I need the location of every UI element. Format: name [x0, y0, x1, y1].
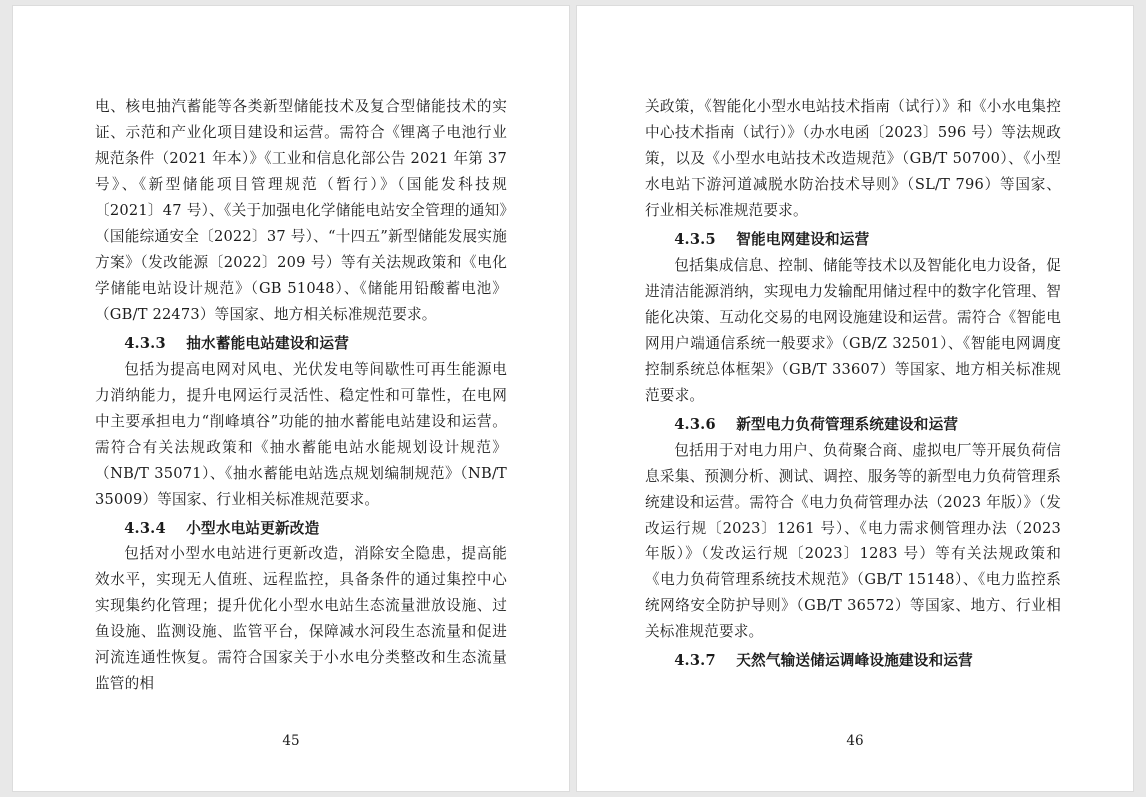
section-heading	[645, 648, 1061, 674]
section-title: 天然气输送储运调峰设施建设和运营	[736, 652, 973, 670]
section-number: 4.3.5	[674, 230, 716, 248]
page-right-body	[645, 94, 1061, 717]
section-title: 新型电力负荷管理系统建设和运营	[736, 415, 959, 433]
paragraph: 包括集成信息、控制、储能等技术以及智能化电力设备，促进清洁能源消纳，实现电力发输配用储过程中的数字化管理、智能化决策、互动化交易的电网设施建设和运营。需符合《智能电网用户端通信系统一般要求》（GB/Z 32501）、《智能电网调度控制系统总体框架》（GB/T 33607）等国家、地方相关标准规范要求。	[645, 256, 1061, 404]
paragraph: 电、核电抽汽蓄能等各类新型储能技术及复合型储能技术的实证、示范和产业化项目建设和运营。需符合《锂离子电池行业规范条件（2021 年本）》《工业和信息化部公告 2021 年第 37 号》、《新型储能项目管理规范（暂行）》（国能发科技规〔2021〕47 号）、《关于加强电化学储能电站安全管理的通知》（国能综通安全〔2022〕37 号）、“十四五”新型储能发展实施方案》（发改能源〔2022〕209 号）等有关法规政策和《电化学储能电站设计规范》（GB 51048）、《储能用铅酸蓄电池》（GB/T 22473）等国家、地方相关标准规范要求。	[95, 98, 507, 323]
section-heading	[645, 412, 1061, 438]
section-heading	[645, 227, 1061, 253]
section-title: 小型水电站更新改造	[186, 519, 320, 537]
section-number: 4.3.7	[674, 652, 716, 670]
paragraph: 包括对小型水电站进行更新改造，消除安全隐患，提高能效水平，实现无人值班、远程监控，具备条件的通过集控中心实现集约化管理；提升优化小型水电站生态流量泄放设施、过鱼设施、监测设施、监管平台，保障减水河段生态流量和促进河流连通性恢复。需符合国家关于小水电分类整改和生态流量监管的相	[95, 545, 507, 693]
section-number: 4.3.4	[124, 519, 166, 537]
page-number: 46	[846, 733, 864, 749]
page-left	[13, 6, 569, 791]
section-heading	[95, 516, 507, 542]
section-number: 4.3.6	[674, 415, 716, 433]
page-left-body	[95, 94, 507, 717]
paragraph: 包括为提高电网对风电、光伏发电等间歇性可再生能源电力消纳能力，提升电网运行灵活性、稳定性和可靠性，在电网中主要承担电力“削峰填谷”功能的抽水蓄能电站建设和运营。需符合有关法规政策和《抽水蓄能电站水能规划设计规范》（NB/T 35071）、《抽水蓄能电站选点规划编制规范》（NB/T 35009）等国家、行业相关标准规范要求。	[95, 360, 507, 508]
section-number: 4.3.3	[124, 334, 166, 352]
section-heading	[95, 331, 507, 357]
section-title: 智能电网建设和运营	[736, 230, 870, 248]
page-right	[577, 6, 1133, 791]
page-number: 45	[282, 733, 300, 749]
section-title: 抽水蓄能电站建设和运营	[186, 334, 349, 352]
paragraph: 包括用于对电力用户、负荷聚合商、虚拟电厂等开展负荷信息采集、预测分析、测试、调控、服务等的新型电力负荷管理系统建设和运营。需符合《电力负荷管理办法（2023 年版）》（发改运行规〔2023〕1261 号）、《电力需求侧管理办法（2023 年版）》（发改运行规〔2023〕1283 号）等有关法规政策和《电力负荷管理系统技术规范》（GB/T 15148）、《电力监控系统网络安全防护导则》（GB/T 36572）等国家、地方、行业相关标准规范要求。	[645, 441, 1061, 641]
paragraph: 关政策，《智能化小型水电站技术指南（试行）》和《小水电集控中心技术指南（试行）》（办水电函〔2023〕596 号）等法规政策，以及《小型水电站技术改造规范》（GB/T 50700）、《小型水电站下游河道减脱水防治技术导则》（SL/T 796）等国家、行业相关标准规范要求。	[645, 98, 1061, 219]
